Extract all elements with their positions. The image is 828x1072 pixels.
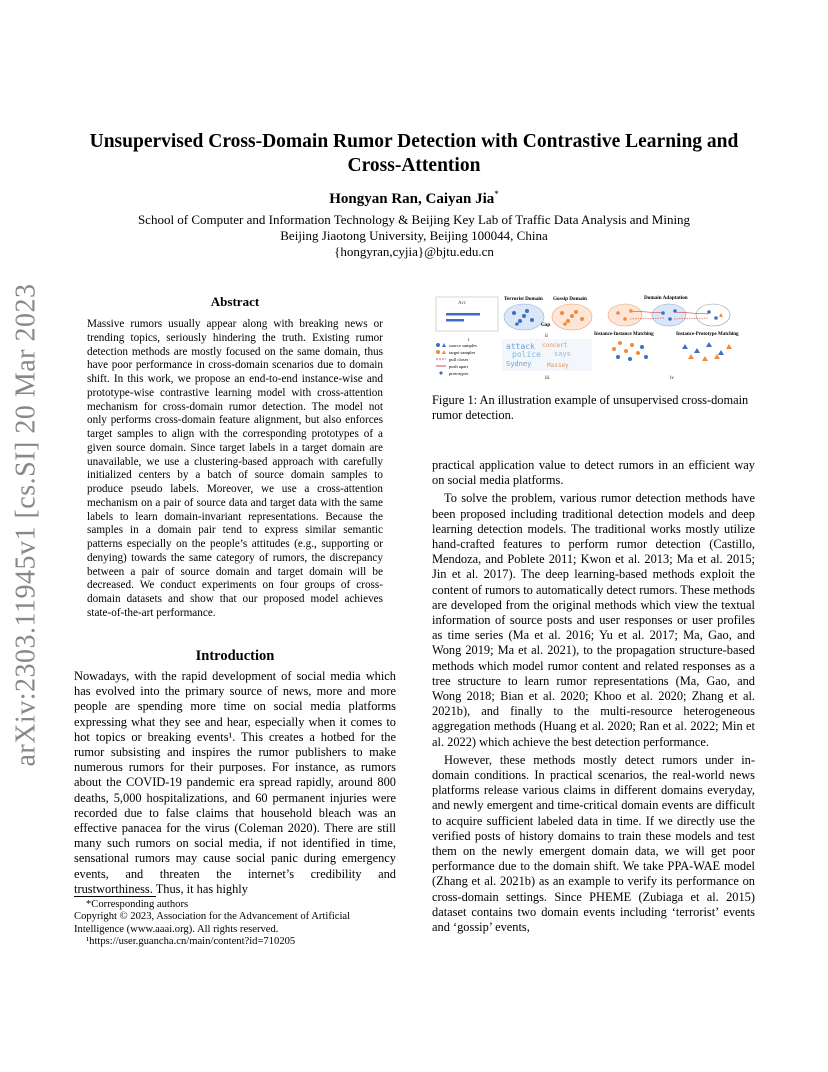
svg-text:says: says [554,350,571,358]
adapted-clusters [612,341,732,361]
abstract-text: Massive rumors usually appear along with breaking news or trending topics, seriously hindering the truth. Existing rumor detection methods are mostly focused on the same domain, thus have poor performance in cross-domain scenarios due to domain shift. In this work, we propose an end-to-end instance-wise and prototype-wise contrastive learning model with cross-attention mechanism for cross-domain rumor detection. The model not only performs cross-domain feature alignment, but also enforces target samples to align with the corresponding prototypes of a given source domain. Since target labels in a target domain are unavailable, we use a clustering-based approach with carefully initialized centers by a batch of source domain samples to produce pseudo labels. Moreover, we use a cross-attention mechanism on a pair of source data and target data with the same labels to learn domain-invariant representations. Because the samples in a domain pair tend to express similar semantic patterns especially on the people’s attitudes (e.g., supporting or denying) towards the same category of rumors, the discrepancy between a pair of source domain and target domain will be decreased. We conduct experiments on four groups of cross-domain datasets and show that our proposed model achieves state-of-the-art performance. [87,318,383,619]
legend-push: push apart [449,364,469,369]
paragraph-domain-shift: However, these methods mostly detect rumors under in-domain conditions. In practical scenarios, the real-world news platforms release various claims in different domains everyday, and newly emergent and time-critical domain events are difficult to acquire sufficient labeled data in time. If we directly use the verified posts of history domains to train these models and test them on the newly emergent domain data, we will get poor performance due to the domain shift. We take PPA-WAE model (Zhang et al. 2021b) as an example to verify its performance on cross-domain settings. Since PHEME (Zubiaga et al. 2015) dataset contains two domain events including ‘terrorist’ events and ‘gossip’ events, [432,752,755,935]
instance-instance-label: Instance-Instance Matching [594,332,654,337]
svg-text:police: police [512,350,541,359]
panel-iii-label: iii [545,376,550,381]
paper-title: Unsupervised Cross-Domain Rumor Detection with Contrastive Learning and Cross-Attention [89,131,739,176]
prototype-icon [439,371,443,375]
acc-label: Acc [458,301,467,306]
arxiv-identifier: arXiv:2303.11945v1 [cs.SI] 20 Mar 2023 [10,283,42,767]
adaptation-source-cluster [652,304,686,326]
figure-illustration [432,291,755,381]
footnotes: *Corresponding authors Copyright © 2023, Association for the Advancement of Artificial Intelligence (www.aaai.org). All rights reserved. ¹https://user.guancha.cn/main/content?id=710205 [74,899,351,948]
terrorist-domain-label: Terrorist Domain [504,296,543,302]
panel-i-label: i [468,338,470,343]
introduction-heading: Introduction [195,648,275,664]
target-triangle-icon [442,350,446,354]
panel-iv-label: iv [670,376,674,381]
paragraph-related-work: To solve the problem, various rumor detection methods have been proposed including traditional detection models and deep learning detection models. The traditional works mostly utilize hand-crafted features to perform rumor detection (Castillo, Mendoza, and Poblete 2011; Kwon et al. 2013; Ma et al. 2015; Jin et al. 2017). The deep learning-based methods exploit the content of rumors to automatically detect rumors. These methods are developed from the original methods which view the textual information of source posts and user responses or user profiles as time series (Ma et al. 2016; Yu et al. 2017; Ma, Gao, and Wong 2019; Ma et al. 2021), to the propagation structure-based methods which model rumor content and related responses as a tree structure to learn rumor representations (Ma, Gao, and Wong 2018; Bian et al. 2020; Khoo et al. 2020; Zhang et al. 2021b), and finally to the multi-resource heterogeneous aggregation methods (Huang et al. 2020; Ran et al. 2022; Min et al. 2022) which achieve the best detection performance. [432,491,755,749]
svg-text:Massey: Massey [547,362,569,369]
svg-text:Sydney: Sydney [506,360,532,368]
footnote-rule [74,896,156,897]
abstract-heading: Abstract [210,294,260,309]
target-sample-icon [436,350,440,354]
paragraph-continuation: practical application value to detect rumors in an efficient way on social media platforms. [432,458,755,488]
right-column-text [432,458,755,935]
figure-legend [436,343,477,376]
domain-adaptation-label: Domain Adaptation [644,295,688,301]
svg-text:attack: attack [506,342,535,351]
instance-prototype-label: Instance-Prototype Matching [676,332,739,337]
authors: Hongyan Ran, Caiyan Jia* [329,189,499,207]
legend-prototypes: prototypes [449,371,469,376]
affiliation: School of Computer and Information Technology & Beijing Key Lab of Traffic Data Analysis and Mining Beijing Jiaotong University, Beijing 100044, China {hongyran,cyjia}@bjtu.edu.cn [137,212,691,259]
legend-pull: pull closer [449,357,469,362]
gap-label: Gap [541,323,551,328]
panel-ii-label: ii [545,334,548,339]
figure-caption: Figure 1: An illustration example of unsupervised cross-domain rumor detection. [432,393,749,423]
adaptation-target-cluster [608,304,642,326]
svg-text:concert: concert [542,342,568,349]
adaptation-mixed-cluster [696,304,730,326]
gossip-domain-label: Gossip Domain [553,296,587,302]
introduction-text: Nowadays, with the rapid development of social media which has evolved into the primary source of news, more and more people are spending more time on social media platforms expressing what they see and hear, especially when it comes to hot topics or breaking events¹. This creates a hotbed for the rumor subsisting and inspires the rumor publishers to make numerous rumors for their purposes. For instance, as rumors about the COVID-19 pandemic era spread rapidly, around 800 deaths, 5,000 hospitalizations, and 60 permanent injuries were recorded due to false claims that household bleach was an effective panacea for the virus (Coleman 2020). There are still many such rumors on social media, if not identified in time, sensational rumors may cause social panic during emergency events, and threaten the internet’s credibility and trustworthiness. Thus, it has highly [74,669,396,896]
source-triangle-icon [442,343,446,347]
legend-source: source samples [449,343,477,348]
acc-bar-1 [446,313,480,316]
acc-bar-2 [446,319,464,322]
source-sample-icon [436,343,440,347]
legend-target: target samples [449,350,476,355]
figure-1 [432,291,755,381]
